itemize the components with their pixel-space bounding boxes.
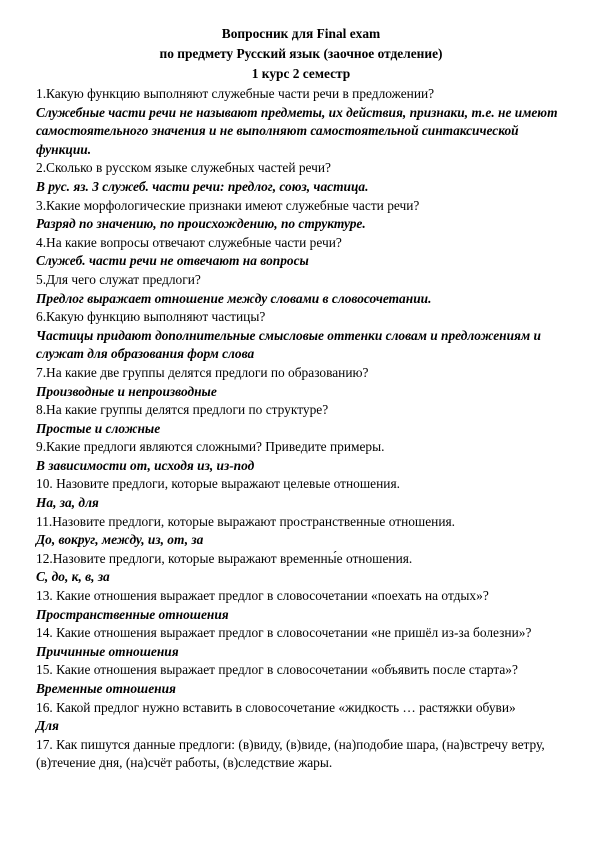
question-16: 16. Какой предлог нужно вставить в словосочетание «жидкость … растяжки обуви» (36, 699, 516, 715)
question-13: 13. Какие отношения выражает предлог в словосочетании «поехать на отдых»? (36, 588, 489, 604)
question-12: 12.Назовите предлоги, которые выражают временны́е отношения. (36, 550, 413, 566)
question-8: 8.На какие группы делятся предлоги по структуре? (36, 402, 329, 418)
header-subject: по предмету Русский язык (заочное отделение) (159, 46, 443, 61)
question-6: 6.Какую функцию выполняют частицы? (36, 309, 266, 325)
answer-16: Для (36, 718, 59, 734)
answer-15: Временные отношения (36, 681, 176, 696)
question-4: 4.На какие вопросы отвечают служебные части речи? (36, 234, 342, 250)
question-10: 10. Назовите предлоги, которые выражают целевые отношения. (36, 476, 400, 492)
question-5: 5.Для чего служат предлоги? (36, 271, 201, 287)
question-2: 2.Сколько в русском языке служебных частей речи? (36, 160, 332, 176)
answer-6: Частицы придают дополнительные смысловые оттенки словам и предложениям и служат для образования форм слова (36, 327, 541, 362)
answer-2: В рус. яз. 3 служеб. части речи: предлог, союз, частица. (36, 178, 369, 194)
answer-3: Разряд по значению, по происхождению, по структуре. (36, 216, 366, 232)
answer-12: С, до, к, в, за (36, 569, 110, 585)
answer-7: Производные и непроизводные (36, 383, 217, 399)
answer-4: Служеб. части речи не отвечают на вопросы (36, 253, 309, 269)
header-course: 1 курс 2 семестр (251, 66, 351, 81)
answer-10: На, за, для (36, 495, 99, 511)
answer-8: Простые и сложные (36, 420, 161, 436)
question-17: 17. Как пишутся данные предлоги: (в)виду, (в)виде, (на)подобие шара, (на)встречу ветру, (в)течение дня, (на)счёт работы, (в)следствие жары. (36, 736, 545, 771)
answer-13: Пространственные отношения (36, 606, 229, 622)
header-title: Вопросник для Final exam (221, 26, 381, 41)
document-header (36, 24, 566, 84)
question-3: 3.Какие морфологические признаки имеют служебные части речи? (36, 197, 420, 213)
answer-9: В зависимости от, исходя из, из-под (36, 457, 255, 473)
answer-11: До, вокруг, между, из, от, за (36, 532, 204, 548)
answer-14: Причинные отношения (36, 643, 179, 659)
question-11: 11.Назовите предлоги, которые выражают пространственные отношения. (36, 513, 456, 529)
question-15: 15. Какие отношения выражает предлог в словосочетании «объявить после старта»? (36, 662, 518, 678)
question-1: 1.Какую функцию выполняют служебные части речи в предложении? (36, 86, 435, 101)
question-14: 14. Какие отношения выражает предлог в словосочетании «не пришёл из-за болезни»? (36, 625, 532, 641)
answer-5: Предлог выражает отношение между словами в словосочетании. (36, 290, 432, 306)
question-7: 7.На какие две группы делятся предлоги по образованию? (36, 364, 369, 380)
answer-1: Служебные части речи не называют предметы, их действия, признаки, т.е. не имеют самостоятельного значения и не выполняют самостоятельной синтаксической функции. (36, 104, 558, 157)
question-9: 9.Какие предлоги являются сложными? Приведите примеры. (36, 439, 385, 455)
question-list (36, 85, 566, 773)
